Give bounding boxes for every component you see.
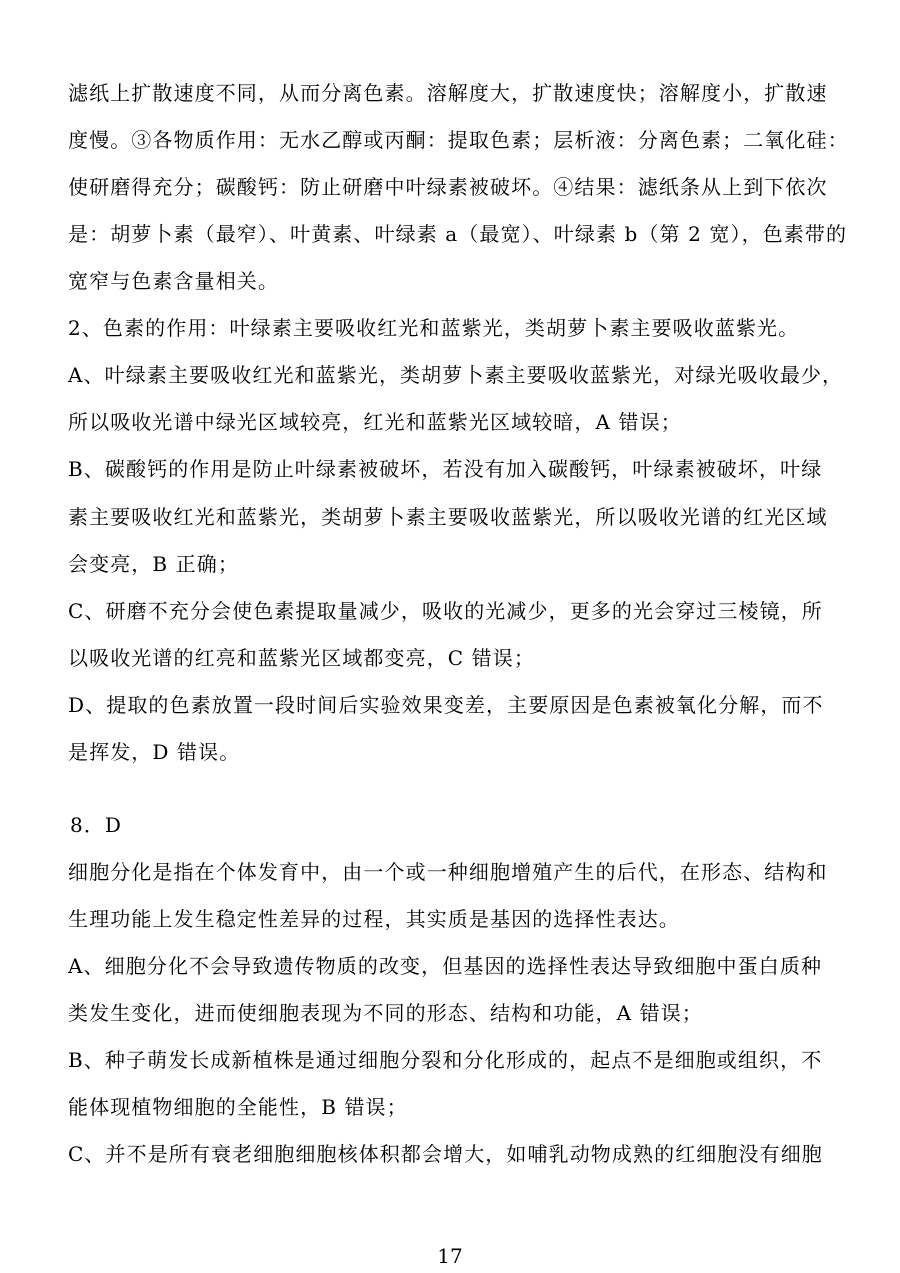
text-line: 类发生变化，进而使细胞表现为不同的形态、结构和功能，A 错误； — [68, 1001, 703, 1025]
text-line: 度慢。③各物质作用：无水乙醇或丙酮：提取色素；层析液：分离色素；二氧化硅： — [68, 128, 849, 152]
text-line: D、提取的色素放置一段时间后实验效果变差，主要原因是色素被氧化分解，而不 — [68, 693, 824, 717]
text-line: 宽窄与色素含量相关。 — [68, 269, 279, 293]
text-line: B、种子萌发长成新植株是通过细胞分裂和分化形成的，起点不是细胞或组织，不 — [68, 1048, 823, 1072]
text-line: 滤纸上扩散速度不同，从而分离色素。溶解度大，扩散速度快；溶解度小，扩散速 — [68, 81, 828, 105]
text-line: 是：胡萝卜素（最窄）、叶黄素、叶绿素 a（最宽）、叶绿素 b（第 2 宽），色素带的 — [68, 222, 848, 246]
text-line: 所以吸收光谱中绿光区域较亮，红光和蓝紫光区域较暗，A 错误； — [68, 410, 682, 434]
question-number: 8．D — [70, 813, 123, 837]
text-line: A、叶绿素主要吸收红光和蓝紫光，类胡萝卜素主要吸收蓝紫光，对绿光吸收最少， — [68, 363, 844, 387]
text-line: B、碳酸钙的作用是防止叶绿素被破坏，若没有加入碳酸钙，叶绿素被破坏，叶绿 — [68, 457, 823, 481]
text-line: 2、色素的作用：叶绿素主要吸收红光和蓝紫光，类胡萝卜素主要吸收蓝紫光。 — [68, 316, 800, 340]
text-line: 素主要吸收红光和蓝紫光，类胡萝卜素主要吸收蓝紫光，所以吸收光谱的红光区域 — [68, 505, 828, 529]
text-line: 会变亮，B 正确； — [68, 552, 239, 576]
text-line: 细胞分化是指在个体发育中，由一个或一种细胞增殖产生的后代，在形态、结构和 — [68, 860, 828, 884]
text-line: 使研磨得充分；碳酸钙：防止研磨中叶绿素被破坏。④结果：滤纸条从上到下依次 — [68, 175, 828, 199]
text-line: 生理功能上发生稳定性差异的过程，其实质是基因的选择性表达。 — [68, 907, 680, 931]
text-line: C、并不是所有衰老细胞细胞核体积都会增大，如哺乳动物成熟的红细胞没有细胞 — [68, 1142, 823, 1166]
text-line: A、细胞分化不会导致遗传物质的改变，但基因的选择性表达导致细胞中蛋白质种 — [68, 954, 823, 978]
text-line: 以吸收光谱的红亮和蓝紫光区域都变亮，C 错误； — [68, 646, 535, 670]
text-line: C、研磨不充分会使色素提取量减少，吸收的光减少，更多的光会穿过三棱镜，所 — [68, 599, 823, 623]
text-line: 能体现植物细胞的全能性，B 错误； — [68, 1095, 408, 1119]
text-line: 是挥发，D 错误。 — [68, 740, 241, 764]
page-number: 17 — [437, 1244, 463, 1268]
